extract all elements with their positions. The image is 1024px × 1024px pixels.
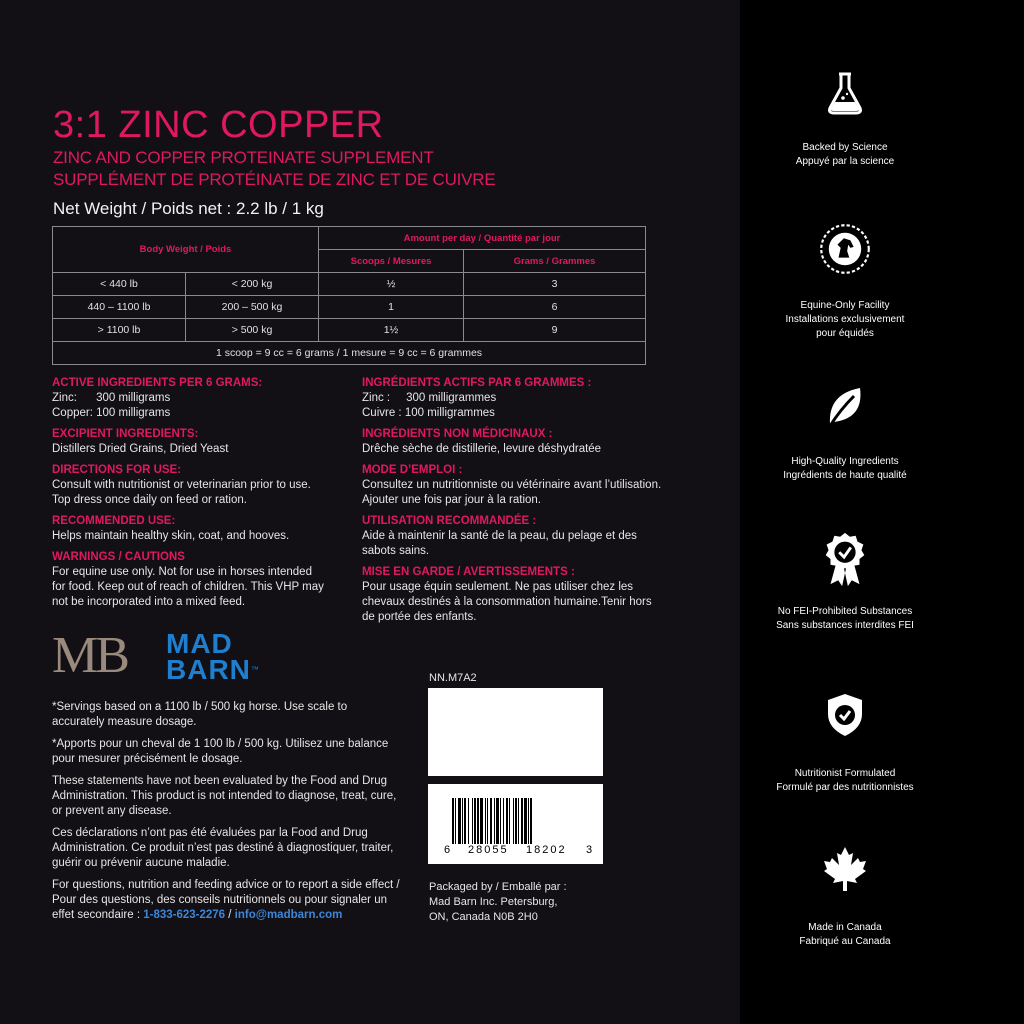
grams-header: Grams / Grammes: [464, 250, 646, 273]
table-cell: 200 – 500 kg: [186, 296, 319, 319]
directions-text: Consult with nutritionist or veterinarian prior to use.: [52, 479, 311, 491]
table-cell: 3: [464, 273, 646, 296]
feature-label: Made in Canada: [808, 922, 882, 933]
feature-made-in-canada: [760, 844, 930, 949]
barcode-bar: [458, 798, 461, 844]
packaged-by: [429, 880, 567, 925]
feature-nutritionist: [760, 690, 930, 795]
excipient-heading: EXCIPIENT INGREDIENTS:: [52, 428, 199, 440]
table-cell: 1½: [319, 319, 464, 342]
feature-high-quality: [760, 382, 930, 483]
net-weight: Net Weight / Poids net : 2.2 lb / 1 kg: [53, 199, 324, 218]
feature-label: Backed by Science: [802, 142, 888, 153]
table-cell: 6: [464, 296, 646, 319]
logo-mad: MAD: [166, 628, 233, 659]
barcode-bar: [518, 798, 519, 844]
warnings-text: for food. Keep out of reach of children. This VHP may: [52, 581, 324, 593]
feature-backed-by-science: [760, 68, 930, 169]
maple-leaf-icon: [820, 844, 870, 894]
shield-check-icon: [820, 690, 870, 740]
table-footer: 1 scoop = 9 cc = 6 grams / 1 mesure = 9 cc = 6 grammes: [53, 342, 646, 365]
barcode-bar: [490, 798, 492, 844]
phone-link[interactable]: 1-833-623-2276: [143, 909, 226, 921]
directions-text: Top dress once daily on feed or ration.: [52, 494, 247, 506]
recommended-use-text: Helps maintain healthy skin, coat, and hooves.: [52, 530, 290, 542]
product-title: 3:1 ZINC COPPER: [53, 104, 384, 146]
barcode-bar: [494, 798, 495, 844]
logo-barn: BARN™: [166, 654, 260, 685]
barcode-bar: [462, 798, 463, 844]
feature-label: No FEI-Prohibited Substances: [777, 606, 913, 617]
feature-label: Equine-Only Facility: [800, 300, 890, 311]
barcode-bar: [513, 798, 514, 844]
barcode-digits-left: 28055: [468, 844, 509, 856]
barcode-bar: [530, 798, 532, 844]
feature-equine-only: [760, 222, 930, 341]
award-ribbon-icon: [820, 530, 870, 588]
table-cell: 1: [319, 296, 464, 319]
fda-disclaimer-en: These statements have not been evaluated by the Food and Drug Administration. This product is not intended to diagnose, treat, cure, or prevent any disease.: [52, 775, 397, 817]
barcode-bar: [477, 798, 479, 844]
feature-no-fei: [760, 530, 930, 633]
feature-label: Formulé par des nutritionnistes: [776, 782, 914, 793]
barcode-digit: 6: [444, 844, 451, 856]
barcode-bars: [452, 798, 582, 844]
table-cell: < 200 kg: [186, 273, 319, 296]
barcode-bar: [496, 798, 499, 844]
table-cell: > 500 kg: [186, 319, 319, 342]
english-section: [52, 376, 362, 616]
horse-badge-icon: [818, 222, 872, 276]
subtitle-english: ZINC AND COPPER PROTEINATE SUPPLEMENT: [53, 148, 434, 167]
logo-monogram: MB: [52, 627, 127, 684]
table-cell: 9: [464, 319, 646, 342]
excipient-text-fr: Drêche sèche de distillerie, levure déshydratée: [362, 443, 602, 455]
zinc-amount: Zinc: 300 milligrams: [52, 392, 171, 404]
barcode-digits-right: 18202: [526, 844, 567, 856]
barcode-bar: [474, 798, 476, 844]
french-section: [362, 376, 662, 631]
packaged-line: Packaged by / Emballé par :: [429, 881, 567, 893]
copper-amount: Copper: 100 milligrams: [52, 407, 171, 419]
packaged-line: ON, Canada N0B 2H0: [429, 911, 538, 923]
barcode-bar: [506, 798, 508, 844]
feature-label: Sans substances interdites FEI: [776, 620, 914, 631]
body-weight-header: Body Weight / Poids: [53, 227, 319, 273]
leaf-icon: [820, 382, 870, 432]
directions-heading-fr: MODE D’EMPLOI :: [362, 464, 463, 476]
barcode: [428, 784, 603, 864]
recommended-use-heading-fr: UTILISATION RECOMMANDÉE :: [362, 515, 537, 527]
fda-disclaimer-fr: Ces déclarations n’ont pas été évaluées par la Food and Drug Administration. Ce produit n’est pas destiné à diagnostiquer, traiter, guérir ou prévenir aucune maladie.: [52, 827, 394, 869]
warnings-heading: WARNINGS / CAUTIONS: [52, 551, 185, 563]
barcode-bar: [464, 798, 466, 844]
barcode-digit: 3: [586, 844, 593, 856]
excipient-text: Distillers Dried Grains, Dried Yeast: [52, 443, 229, 455]
barcode-bar: [455, 798, 456, 844]
barcode-bar: [472, 798, 473, 844]
barcode-bar: [485, 798, 486, 844]
copper-amount-fr: Cuivre : 100 milligrammes: [362, 407, 495, 419]
directions-text-fr: Consultez un nutritionniste ou vétérinaire avant l’utilisation.: [362, 479, 662, 491]
recommended-use-heading: RECOMMENDED USE:: [52, 515, 176, 527]
scoops-header: Scoops / Mesures: [319, 250, 464, 273]
barcode-bar: [468, 798, 469, 844]
table-cell: ½: [319, 273, 464, 296]
warnings-text-fr: de portée des enfants.: [362, 611, 477, 623]
warnings-text-fr: Pour usage équin seulement. Ne pas utiliser chez les: [362, 581, 634, 593]
barcode-bar: [524, 798, 527, 844]
barcode-bar: [500, 798, 501, 844]
barcode-bar: [480, 798, 483, 844]
recommended-use-text-fr: sabots sains.: [362, 545, 430, 557]
directions-text-fr: Ajouter une fois par jour à la ration.: [362, 494, 541, 506]
nn-number: NN.M7A2: [429, 672, 477, 684]
directions-heading: DIRECTIONS FOR USE:: [52, 464, 182, 476]
active-ingredients-heading-fr: INGRÉDIENTS ACTIFS PAR 6 GRAMMES :: [362, 377, 592, 389]
servings-note-en: *Servings based on a 1100 lb / 500 kg horse. Use scale to accurately measure dosage.: [52, 701, 348, 728]
dosage-table: [52, 226, 646, 365]
contact-note: For questions, nutrition and feeding advice or to report a side effect / Pour des questions, des conseils nutritionnels ou pour signaler un effet secondaire : 1-833-623-2276 / info@madbarn.com: [52, 879, 400, 921]
table-row: [53, 296, 646, 319]
active-ingredients-heading: ACTIVE INGREDIENTS PER 6 GRAMS:: [52, 377, 263, 389]
feature-label: Nutritionist Formulated: [794, 768, 896, 779]
packaged-line: Mad Barn Inc. Petersburg,: [429, 896, 558, 908]
table-cell: < 440 lb: [53, 273, 186, 296]
zinc-amount-fr: Zinc : 300 milligrammes: [362, 392, 497, 404]
feature-label: Appuyé par la science: [795, 156, 895, 167]
recommended-use-text-fr: Aide à maintenir la santé de la peau, du pelage et des: [362, 530, 637, 542]
feature-label: pour équidés: [816, 328, 874, 339]
servings-note-fr: *Apports pour un cheval de 1 100 lb / 500 kg. Utilisez une balance pour mesurer précisément le dosage.: [52, 738, 389, 765]
barcode-bar: [521, 798, 523, 844]
lot-expiry-box: [428, 688, 603, 776]
barcode-bar: [515, 798, 517, 844]
barcode-bar: [487, 798, 488, 844]
email-link[interactable]: info@madbarn.com: [234, 909, 343, 921]
table-cell: 440 – 1100 lb: [53, 296, 186, 319]
excipient-heading-fr: INGRÉDIENTS NON MÉDICINAUX :: [362, 428, 553, 440]
warnings-text: not be incorporated into a mixed feed.: [52, 596, 246, 608]
table-row: [53, 273, 646, 296]
warnings-text: For equine use only. Not for use in horses intended: [52, 566, 312, 578]
warnings-heading-fr: MISE EN GARDE / AVERTISSEMENTS :: [362, 566, 575, 578]
flask-icon: [820, 68, 870, 118]
feature-label: Installations exclusivement: [785, 314, 905, 325]
warnings-text-fr: chevaux destinés à la consommation humaine.Tenir hors: [362, 596, 652, 608]
table-cell: > 1100 lb: [53, 319, 186, 342]
feature-label: High-Quality Ingredients: [791, 456, 899, 467]
feature-label: Fabriqué au Canada: [799, 936, 891, 947]
table-row: [53, 319, 646, 342]
barcode-bar: [509, 798, 510, 844]
feature-label: Ingrédients de haute qualité: [783, 470, 907, 481]
barcode-bar: [452, 798, 454, 844]
mad-barn-logo: [52, 627, 292, 686]
amount-header: Amount per day / Quantité par jour: [319, 227, 646, 250]
notes-section: [52, 700, 402, 930]
barcode-bar: [503, 798, 504, 844]
subtitle-french: SUPPLÉMENT DE PROTÉINATE DE ZINC ET DE CUIVRE: [53, 170, 496, 189]
barcode-bar: [528, 798, 529, 844]
